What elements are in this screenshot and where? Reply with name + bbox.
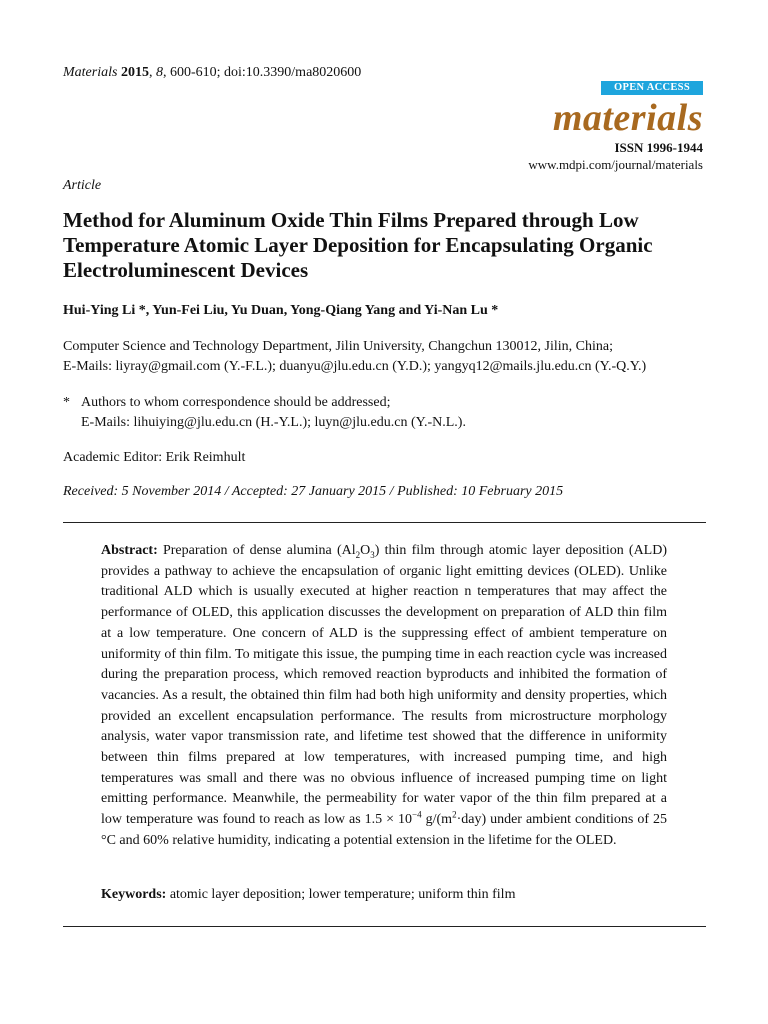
affiliation-line: Computer Science and Technology Department, Jilin University, Changchun 130012, Jilin, China; (63, 339, 613, 354)
abstract-sub: 2 (355, 549, 361, 560)
journal-title-citation: Materials (63, 65, 118, 80)
correspondence-star: * (63, 395, 70, 410)
article-type: Article (63, 178, 102, 193)
correspondence-emails: E-Mails: lihuiying@jlu.edu.cn (H.-Y.L.); luyn@jlu.edu.cn (Y.-N.L.). (81, 415, 466, 430)
issn: ISSN 1996-1944 (614, 140, 703, 155)
divider-top (63, 522, 706, 523)
abstract-text: g/(m (421, 812, 453, 828)
correspondence-note: Authors to whom correspondence should be addressed; (81, 395, 391, 410)
open-access-badge: OPEN ACCESS (601, 81, 703, 95)
abstract-sub: 3 (370, 549, 375, 560)
citation-year: 2015 (120, 65, 149, 80)
keywords-text: atomic layer deposition; lower temperature; uniform thin film (166, 887, 516, 902)
abstract-label: Abstract: (101, 543, 158, 558)
journal-logo-text: materials (552, 97, 703, 139)
publication-dates: Received: 5 November 2014 / Accepted: 27 January 2015 / Published: 10 February 2015 (63, 484, 564, 499)
divider-bottom (63, 926, 706, 927)
academic-editor: Academic Editor: Erik Reimhult (63, 450, 246, 465)
citation-volume: 8 (155, 65, 163, 80)
abstract-text: Preparation of dense alumina (Al (157, 543, 356, 558)
journal-url[interactable]: www.mdpi.com/journal/materials (528, 157, 703, 172)
abstract-text: ·day) under ambient conditions of 25 °C and 60% relative humidity, indicating a potential extension in the lifetime for the OLED. (101, 812, 667, 848)
abstract-text: ) thin film through atomic layer deposition (ALD) provides a pathway to achieve the encapsulation of organic light emitting devices (OLED). Unlike traditional ALD which is usually executed at higher reaction n temperatures that may affect the performance of OLED, this application discusses the development on preparation of ALD thin film at a low temperature. One concern of ALD is the suppressing effect of ambient temperature on uniformity of thin film. To mitigate this issue, the pumping time in each reaction cycle was increased during the preparation process, which removed reaction byproducts and inhibited the formation of vacancies. As a result, the obtained thin film had both high uniformity and density properties, which provided an excellent encapsulation performance. The results from microstructure morphology analysis, water vapor transmission rate, and lifetime test showed that the difference in uniformity between thin films prepared at low temperatures, with increased pumping time, and high temperatures was small and there was no obvious influence of increased pumping time on light emitting performance. Meanwhile, the permeability for water vapor of the thin film prepared at a low temperature was found to reach as low as 1.5 × 10 (101, 543, 668, 828)
abstract-sup: −4 (412, 809, 422, 820)
abstract-text: O (360, 543, 371, 558)
abstract-sup: 2 (452, 809, 457, 820)
affiliation-emails: E-Mails: liyray@gmail.com (Y.-F.L.); duanyu@jlu.edu.cn (Y.D.); yangyq12@mails.jlu.edu.cn (Y.-Q.Y.) (63, 359, 647, 374)
correspondence (63, 393, 466, 433)
citation-pages-doi: , 600-610; doi:10.3390/ma8020600 (162, 65, 362, 80)
affiliation (63, 337, 646, 377)
keywords-label: Keywords: (101, 887, 167, 902)
article-title: Method for Aluminum Oxide Thin Films Prepared through Low Temperature Atomic Layer Deposition for Encapsulating Organic Electroluminescent Devices (63, 208, 653, 282)
abstract (101, 541, 667, 852)
citation-line: Materials 2015, 8, 600-610; doi:10.3390/ma8020600 (63, 65, 362, 80)
keywords (101, 887, 515, 903)
author-list: Hui-Ying Li *, Yun-Fei Liu, Yu Duan, Yong-Qiang Yang and Yi-Nan Lu * (63, 303, 499, 318)
